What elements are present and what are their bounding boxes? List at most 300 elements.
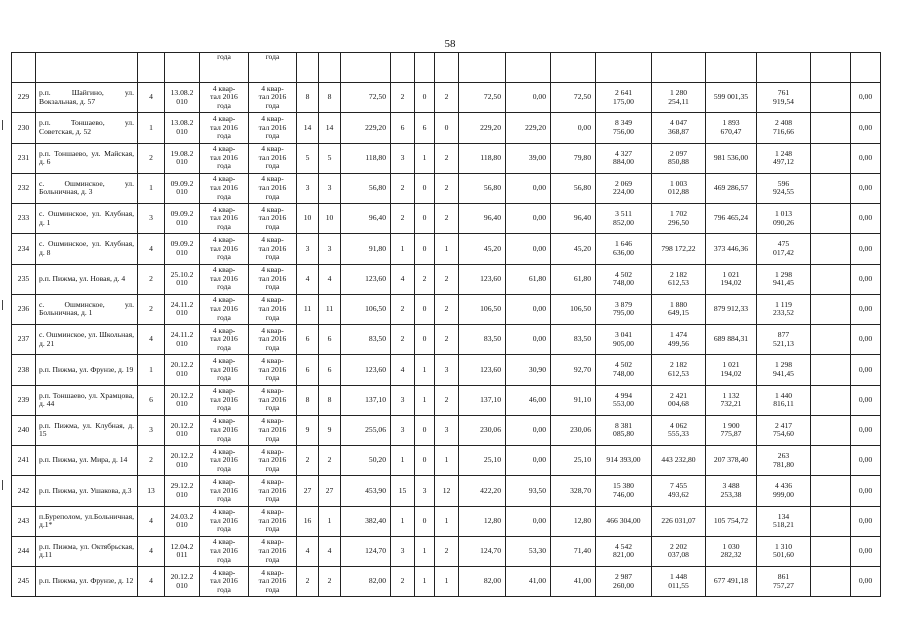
cell-date: 24.11.2 010 bbox=[165, 294, 200, 324]
cell-finance-1: 2 987 260,00 bbox=[596, 567, 652, 597]
cell-finance-4: 1 298 941,45 bbox=[757, 264, 811, 294]
cell-empty bbox=[811, 355, 851, 385]
cell-col-3: 2 bbox=[138, 294, 165, 324]
cell-col-15: 45,20 bbox=[551, 234, 596, 264]
table-row bbox=[12, 113, 881, 143]
cell-col-13: 56,80 bbox=[459, 173, 506, 203]
cell-col-12: 12 bbox=[435, 476, 459, 506]
cell-planned-start: 4 квар- тал 2016 года bbox=[200, 385, 249, 415]
cell-planned-start: 4 квар- тал 2016 года bbox=[200, 325, 249, 355]
cell-row-number: 244 bbox=[12, 536, 36, 566]
cell-area: 96,40 bbox=[341, 204, 391, 234]
cell-address: р.п. Пижма, ул. Фрунзе, д. 12 bbox=[36, 567, 138, 597]
cell-planned-end: 4 квар- тал 2016 года bbox=[249, 567, 297, 597]
cell-col-12: 2 bbox=[435, 173, 459, 203]
cell-col-7: 3 bbox=[297, 234, 319, 264]
cell-col-8: 5 bbox=[319, 143, 341, 173]
cell-date: 29.12.2 010 bbox=[165, 476, 200, 506]
cell-finance-5: 0,00 bbox=[851, 83, 881, 113]
cell-col-14: 46,00 bbox=[506, 385, 551, 415]
cell-address: с. Ошминское, ул. Клубная, д. 8 bbox=[36, 234, 138, 264]
cell-date: 09.09.2 010 bbox=[165, 234, 200, 264]
cell-col-3: 4 bbox=[138, 567, 165, 597]
cell-col-3: 6 bbox=[138, 385, 165, 415]
cell-col-15: 96,40 bbox=[551, 204, 596, 234]
cell-finance-4: 4 436 999,00 bbox=[757, 476, 811, 506]
cell-planned-end: 4 квар- тал 2016 года bbox=[249, 173, 297, 203]
cell-col-15: 61,80 bbox=[551, 264, 596, 294]
cell-date: 20.12.2 010 bbox=[165, 355, 200, 385]
cell-col-3: 13 bbox=[138, 476, 165, 506]
cell-col-3: 4 bbox=[138, 536, 165, 566]
cell-row-number: 242 bbox=[12, 476, 36, 506]
cell-finance-5: 0,00 bbox=[851, 204, 881, 234]
cell-planned-end: 4 квар- тал 2016 года bbox=[249, 415, 297, 445]
cell-finance-2: 7 455 493,62 bbox=[652, 476, 706, 506]
cell-date: 09.09.2 010 bbox=[165, 204, 200, 234]
cell-col-12: 2 bbox=[435, 294, 459, 324]
cell-finance-5: 0,00 bbox=[851, 143, 881, 173]
table-row bbox=[12, 204, 881, 234]
cell-finance-3: 3 488 253,38 bbox=[706, 476, 757, 506]
cell-planned-end: 4 квар- тал 2016 года bbox=[249, 506, 297, 536]
cell-col-14: 0,00 bbox=[506, 506, 551, 536]
cell-planned-start: 4 квар- тал 2016 года bbox=[200, 173, 249, 203]
cell-empty bbox=[811, 173, 851, 203]
cell-col-7: 11 bbox=[297, 294, 319, 324]
cell-col-11: 1 bbox=[415, 143, 435, 173]
housing-registry-table bbox=[11, 52, 881, 597]
cell-finance-5: 0,00 bbox=[851, 294, 881, 324]
cell-col-15: 41,00 bbox=[551, 567, 596, 597]
cell-finance-5: 0,00 bbox=[851, 355, 881, 385]
table-row bbox=[12, 506, 881, 536]
cell-finance-3: 469 286,57 bbox=[706, 173, 757, 203]
cell-finance-3: 677 491,18 bbox=[706, 567, 757, 597]
cell-finance-4: 761 919,54 bbox=[757, 83, 811, 113]
cell-finance-2: 443 232,80 bbox=[652, 446, 706, 476]
cell-col-11: 0 bbox=[415, 204, 435, 234]
cell-col-12: 1 bbox=[435, 506, 459, 536]
cell-planned-start: 4 квар- тал 2016 года bbox=[200, 536, 249, 566]
cell-row-number: 243 bbox=[12, 506, 36, 536]
cell-finance-4: 596 924,55 bbox=[757, 173, 811, 203]
cell-finance-4: 1 310 501,60 bbox=[757, 536, 811, 566]
cell-finance-3: 1 030 282,32 bbox=[706, 536, 757, 566]
cell-col-12: 1 bbox=[435, 567, 459, 597]
cell-col-7: 5 bbox=[297, 143, 319, 173]
cell-finance-5: 0,00 bbox=[851, 234, 881, 264]
cell-finance-5: 0,00 bbox=[851, 446, 881, 476]
cell-col-12: 1 bbox=[435, 234, 459, 264]
cell-area: 229,20 bbox=[341, 113, 391, 143]
cell-finance-4: 2 417 754,60 bbox=[757, 415, 811, 445]
cell-finance-4: 1 013 090,26 bbox=[757, 204, 811, 234]
cell-finance-3: 796 465,24 bbox=[706, 204, 757, 234]
cell-area: 255,06 bbox=[341, 415, 391, 445]
cell-col-7: 6 bbox=[297, 355, 319, 385]
cell-col-7: 2 bbox=[297, 567, 319, 597]
cell-col-15: 91,10 bbox=[551, 385, 596, 415]
cell-col-14: 30,90 bbox=[506, 355, 551, 385]
cell-empty bbox=[811, 294, 851, 324]
cell-planned-end: 4 квар- тал 2016 года bbox=[249, 446, 297, 476]
cell-address: р.п. Пижма, ул. Мира, д. 14 bbox=[36, 446, 138, 476]
cell-col-10: 1 bbox=[391, 446, 415, 476]
cell-date: 13.08.2 010 bbox=[165, 83, 200, 113]
cell-col-7: 14 bbox=[297, 113, 319, 143]
cell-area: 453,90 bbox=[341, 476, 391, 506]
cell-col-8: 8 bbox=[319, 385, 341, 415]
cell-area: 118,80 bbox=[341, 143, 391, 173]
cell-col-15: 79,80 bbox=[551, 143, 596, 173]
cell-finance-4: 263 781,80 bbox=[757, 446, 811, 476]
cell-col-3: 1 bbox=[138, 113, 165, 143]
cell-col-13: 123,60 bbox=[459, 355, 506, 385]
cell-finance-2: 1 448 011,55 bbox=[652, 567, 706, 597]
cell-finance-5: 0,00 bbox=[851, 264, 881, 294]
cell-col-8: 2 bbox=[319, 567, 341, 597]
cell-finance-2: 1 474 499,56 bbox=[652, 325, 706, 355]
table-row bbox=[12, 385, 881, 415]
cell-finance-1: 2 069 224,00 bbox=[596, 173, 652, 203]
cell-col-13: 82,00 bbox=[459, 567, 506, 597]
cell-date: 25.10.2 010 bbox=[165, 264, 200, 294]
cell-col-12: 1 bbox=[435, 446, 459, 476]
cell-address: с. Ошминское, ул. Больничная, д. 1 bbox=[36, 294, 138, 324]
cell-planned-end: 4 квар- тал 2016 года bbox=[249, 476, 297, 506]
table-row bbox=[12, 234, 881, 264]
cell-finance-1: 3 879 795,00 bbox=[596, 294, 652, 324]
cell-finance-1: 15 380 746,00 bbox=[596, 476, 652, 506]
cell-date: 12.04.2 011 bbox=[165, 536, 200, 566]
cell-col-7: 8 bbox=[297, 83, 319, 113]
cell-finance-1: 4 502 748,00 bbox=[596, 264, 652, 294]
cell-col-15: 83,50 bbox=[551, 325, 596, 355]
cell-col-14: 93,50 bbox=[506, 476, 551, 506]
cell-col-11: 1 bbox=[415, 567, 435, 597]
cell-col-10: 4 bbox=[391, 355, 415, 385]
cell-col-12: 2 bbox=[435, 325, 459, 355]
cell-col-10: 2 bbox=[391, 204, 415, 234]
cell-col-10: 15 bbox=[391, 476, 415, 506]
cell-finance-5: 0,00 bbox=[851, 113, 881, 143]
cell-col-13: 137,10 bbox=[459, 385, 506, 415]
table-row bbox=[12, 567, 881, 597]
cell-address: с. Ошминское, ул. Больничная, д. 3 bbox=[36, 173, 138, 203]
cell-row-number: 237 bbox=[12, 325, 36, 355]
cell-finance-5: 0,00 bbox=[851, 567, 881, 597]
cell-area: 106,50 bbox=[341, 294, 391, 324]
table-row bbox=[12, 325, 881, 355]
cell-row-number: 234 bbox=[12, 234, 36, 264]
table-row bbox=[12, 264, 881, 294]
cell-planned-end: 4 квар- тал 2016 года bbox=[249, 385, 297, 415]
cell-address: р.п. Шайгино, ул. Вокзальная, д. 57 bbox=[36, 83, 138, 113]
cell-finance-1: 3 511 852,00 bbox=[596, 204, 652, 234]
cell-planned-start: 4 квар- тал 2016 года bbox=[200, 355, 249, 385]
cell-col-13: 72,50 bbox=[459, 83, 506, 113]
cell-col-12: 2 bbox=[435, 204, 459, 234]
cell-col-15: 72,50 bbox=[551, 83, 596, 113]
cell-planned-start: 4 квар- тал 2016 года bbox=[200, 83, 249, 113]
cell-finance-1: 4 542 821,00 bbox=[596, 536, 652, 566]
cell-finance-5: 0,00 bbox=[851, 415, 881, 445]
cell-col-3: 1 bbox=[138, 173, 165, 203]
cell-col-8: 6 bbox=[319, 325, 341, 355]
cell-col-11: 1 bbox=[415, 385, 435, 415]
cell-address: р.п. Пижма, ул. Фрунзе, д. 19 bbox=[36, 355, 138, 385]
cell-col-11: 0 bbox=[415, 234, 435, 264]
cell-col-7: 4 bbox=[297, 536, 319, 566]
cell-finance-5: 0,00 bbox=[851, 173, 881, 203]
cell-address: с. Ошминское, ул. Клубная, д. 1 bbox=[36, 204, 138, 234]
cell-col-15: 71,40 bbox=[551, 536, 596, 566]
cell-col-14: 0,00 bbox=[506, 415, 551, 445]
cell-empty bbox=[811, 536, 851, 566]
cell-area: 382,40 bbox=[341, 506, 391, 536]
cell-area: 123,60 bbox=[341, 264, 391, 294]
cell-finance-4: 475 017,42 bbox=[757, 234, 811, 264]
cell-finance-3: 1 893 670,47 bbox=[706, 113, 757, 143]
cell-finance-2: 798 172,22 bbox=[652, 234, 706, 264]
cell-row-number: 238 bbox=[12, 355, 36, 385]
cell-finance-1: 8 349 756,00 bbox=[596, 113, 652, 143]
cell-planned-start: 4 квар- тал 2016 года bbox=[200, 234, 249, 264]
cell-col-14: 229,20 bbox=[506, 113, 551, 143]
cell-col-15: 92,70 bbox=[551, 355, 596, 385]
cell-finance-2: 2 421 004,68 bbox=[652, 385, 706, 415]
cell-col-10: 4 bbox=[391, 264, 415, 294]
cell-planned-end: 4 квар- тал 2016 года bbox=[249, 83, 297, 113]
cell-col-11: 0 bbox=[415, 415, 435, 445]
cell-area: 123,60 bbox=[341, 355, 391, 385]
cell-planned-start: 4 квар- тал 2016 года bbox=[200, 294, 249, 324]
cell-row-number: 241 bbox=[12, 446, 36, 476]
cell-col-11: 2 bbox=[415, 264, 435, 294]
cell-empty bbox=[811, 567, 851, 597]
cell-row-number: 232 bbox=[12, 173, 36, 203]
cell-area: 82,00 bbox=[341, 567, 391, 597]
table-row bbox=[12, 83, 881, 113]
cell-row-number: 229 bbox=[12, 83, 36, 113]
cell-col-8: 3 bbox=[319, 234, 341, 264]
cell-finance-1: 914 393,00 bbox=[596, 446, 652, 476]
cell-col-15: 0,00 bbox=[551, 113, 596, 143]
cell-col-8: 27 bbox=[319, 476, 341, 506]
cell-planned-end: 4 квар- тал 2016 года bbox=[249, 204, 297, 234]
cell-col-15: 56,80 bbox=[551, 173, 596, 203]
cell-col-8: 1 bbox=[319, 506, 341, 536]
cell-col-3: 3 bbox=[138, 415, 165, 445]
cell-col-14: 0,00 bbox=[506, 173, 551, 203]
cell-empty bbox=[811, 264, 851, 294]
table-row bbox=[12, 476, 881, 506]
cell-col-15: 328,70 bbox=[551, 476, 596, 506]
cell-date: 09.09.2 010 bbox=[165, 173, 200, 203]
cell-col-13: 123,60 bbox=[459, 264, 506, 294]
table-row bbox=[12, 415, 881, 445]
cell-empty bbox=[811, 506, 851, 536]
cell-col-8: 6 bbox=[319, 355, 341, 385]
cell-area: 50,20 bbox=[341, 446, 391, 476]
cell-planned-end: 4 квар- тал 2016 года bbox=[249, 325, 297, 355]
cell-col-13: 229,20 bbox=[459, 113, 506, 143]
cell-col-10: 3 bbox=[391, 536, 415, 566]
cell-col-10: 2 bbox=[391, 294, 415, 324]
cell-planned-start: 4 квар- тал 2016 года bbox=[200, 143, 249, 173]
cell-col-13: 118,80 bbox=[459, 143, 506, 173]
cell-finance-2: 1 003 012,88 bbox=[652, 173, 706, 203]
cell-col-8: 4 bbox=[319, 536, 341, 566]
cell-col-7: 16 bbox=[297, 506, 319, 536]
cell-col-13: 96,40 bbox=[459, 204, 506, 234]
cell-address: р.п. Тоншаево, ул. Советская, д. 52 bbox=[36, 113, 138, 143]
cell-col-10: 2 bbox=[391, 173, 415, 203]
cell-empty bbox=[811, 415, 851, 445]
cell-col-13: 422,20 bbox=[459, 476, 506, 506]
cell-col-15: 25,10 bbox=[551, 446, 596, 476]
cell-date: 13.08.2 010 bbox=[165, 113, 200, 143]
cell-finance-5: 0,00 bbox=[851, 506, 881, 536]
cell-planned-start: 4 квар- тал 2016 года bbox=[200, 446, 249, 476]
cell-col-11: 0 bbox=[415, 446, 435, 476]
cell-row-number: 231 bbox=[12, 143, 36, 173]
cell-date: 20.12.2 010 bbox=[165, 446, 200, 476]
cell-finance-4: 861 757,27 bbox=[757, 567, 811, 597]
cell-date: 19.08.2 010 bbox=[165, 143, 200, 173]
cell-col-3: 2 bbox=[138, 264, 165, 294]
cell-date: 20.12.2 010 bbox=[165, 385, 200, 415]
cell-col-8: 9 bbox=[319, 415, 341, 445]
cell-area: 72,50 bbox=[341, 83, 391, 113]
cell-finance-4: 2 408 716,66 bbox=[757, 113, 811, 143]
cell-finance-2: 2 097 850,88 bbox=[652, 143, 706, 173]
cell-address: р.п. Пижма, ул. Ушакова, д.3 bbox=[36, 476, 138, 506]
cell-col-14: 0,00 bbox=[506, 325, 551, 355]
table-row bbox=[12, 143, 881, 173]
cell-col-8: 3 bbox=[319, 173, 341, 203]
cell-col-3: 2 bbox=[138, 143, 165, 173]
cell-empty bbox=[811, 204, 851, 234]
cell-col-11: 1 bbox=[415, 355, 435, 385]
cell-finance-3: 1 900 775,87 bbox=[706, 415, 757, 445]
cell-col-13: 25,10 bbox=[459, 446, 506, 476]
cell-row-number: 245 bbox=[12, 567, 36, 597]
cell-finance-2: 2 182 612,53 bbox=[652, 355, 706, 385]
cell-finance-3: 879 912,33 bbox=[706, 294, 757, 324]
cell-area: 56,80 bbox=[341, 173, 391, 203]
cell-col-12: 3 bbox=[435, 355, 459, 385]
cell-area: 137,10 bbox=[341, 385, 391, 415]
cell-finance-3: 1 021 194,02 bbox=[706, 355, 757, 385]
cell-col-3: 4 bbox=[138, 325, 165, 355]
cell-col-8: 4 bbox=[319, 264, 341, 294]
cell-col-11: 0 bbox=[415, 294, 435, 324]
cell-col-11: 6 bbox=[415, 113, 435, 143]
cell-col-8: 14 bbox=[319, 113, 341, 143]
cell-col-13: 12,80 bbox=[459, 506, 506, 536]
cell-col-3: 3 bbox=[138, 204, 165, 234]
cell-col-10: 1 bbox=[391, 506, 415, 536]
cell-empty bbox=[811, 325, 851, 355]
cell-col-10: 3 bbox=[391, 415, 415, 445]
table-row bbox=[12, 355, 881, 385]
cell-planned-end: 4 квар- тал 2016 года bbox=[249, 264, 297, 294]
cell-finance-4: 134 518,21 bbox=[757, 506, 811, 536]
cell-col-8: 2 bbox=[319, 446, 341, 476]
cell-col-7: 27 bbox=[297, 476, 319, 506]
cell-col-14: 0,00 bbox=[506, 294, 551, 324]
cell-col-12: 3 bbox=[435, 415, 459, 445]
cell-area: 91,80 bbox=[341, 234, 391, 264]
margin-mark bbox=[2, 480, 3, 490]
cell-finance-3: 981 536,00 bbox=[706, 143, 757, 173]
cell-finance-3: 689 884,31 bbox=[706, 325, 757, 355]
cell-planned-start: 4 квар- тал 2016 года bbox=[200, 113, 249, 143]
cell-finance-2: 4 062 555,33 bbox=[652, 415, 706, 445]
cell-planned-end: 4 квар- тал 2016 года bbox=[249, 143, 297, 173]
cell-empty bbox=[811, 446, 851, 476]
cell-empty bbox=[811, 476, 851, 506]
cell-empty bbox=[811, 83, 851, 113]
cell-col-10: 3 bbox=[391, 143, 415, 173]
cell-col-15: 106,50 bbox=[551, 294, 596, 324]
cell-address: с. Ошминское, ул. Школьная, д. 21 bbox=[36, 325, 138, 355]
cell-empty bbox=[811, 385, 851, 415]
cell-col-13: 83,50 bbox=[459, 325, 506, 355]
cell-col-14: 0,00 bbox=[506, 204, 551, 234]
cell-address: р.п. Пижма, ул. Новая, д. 4 bbox=[36, 264, 138, 294]
cell-finance-5: 0,00 bbox=[851, 536, 881, 566]
cell-finance-1: 466 304,00 bbox=[596, 506, 652, 536]
cell-empty bbox=[811, 113, 851, 143]
cell-col-7: 6 bbox=[297, 325, 319, 355]
cell-planned-start: 4 квар- тал 2016 года bbox=[200, 567, 249, 597]
cell-row-number: 239 bbox=[12, 385, 36, 415]
cell-finance-2: 226 031,07 bbox=[652, 506, 706, 536]
cell-row-number: 230 bbox=[12, 113, 36, 143]
cell-col-7: 3 bbox=[297, 173, 319, 203]
cell-col-10: 1 bbox=[391, 234, 415, 264]
margin-mark bbox=[2, 120, 3, 130]
cell-finance-3: 1 021 194,02 bbox=[706, 264, 757, 294]
cell-finance-2: 1 702 296,50 bbox=[652, 204, 706, 234]
cell-finance-5: 0,00 bbox=[851, 385, 881, 415]
cell-col-14: 61,80 bbox=[506, 264, 551, 294]
cell-finance-4: 1 298 941,45 bbox=[757, 355, 811, 385]
cell-col-15: 230,06 bbox=[551, 415, 596, 445]
margin-mark bbox=[2, 300, 3, 310]
cell-date: 20.12.2 010 bbox=[165, 415, 200, 445]
cell-col-11: 3 bbox=[415, 476, 435, 506]
cell-col-11: 0 bbox=[415, 506, 435, 536]
cell-finance-4: 877 521,13 bbox=[757, 325, 811, 355]
cell-col-10: 2 bbox=[391, 83, 415, 113]
table-row bbox=[12, 446, 881, 476]
cell-finance-1: 4 502 748,00 bbox=[596, 355, 652, 385]
cell-col-14: 53,30 bbox=[506, 536, 551, 566]
cell-col-3: 4 bbox=[138, 234, 165, 264]
cell-planned-end: 4 квар- тал 2016 года bbox=[249, 355, 297, 385]
cell-planned-end: 4 квар- тал 2016 года bbox=[249, 294, 297, 324]
cell-finance-3: 373 446,36 bbox=[706, 234, 757, 264]
cell-finance-1: 3 041 905,00 bbox=[596, 325, 652, 355]
cell-col-12: 2 bbox=[435, 385, 459, 415]
table-row bbox=[12, 173, 881, 203]
cell-col-7: 10 bbox=[297, 204, 319, 234]
cell-finance-1: 8 381 085,80 bbox=[596, 415, 652, 445]
